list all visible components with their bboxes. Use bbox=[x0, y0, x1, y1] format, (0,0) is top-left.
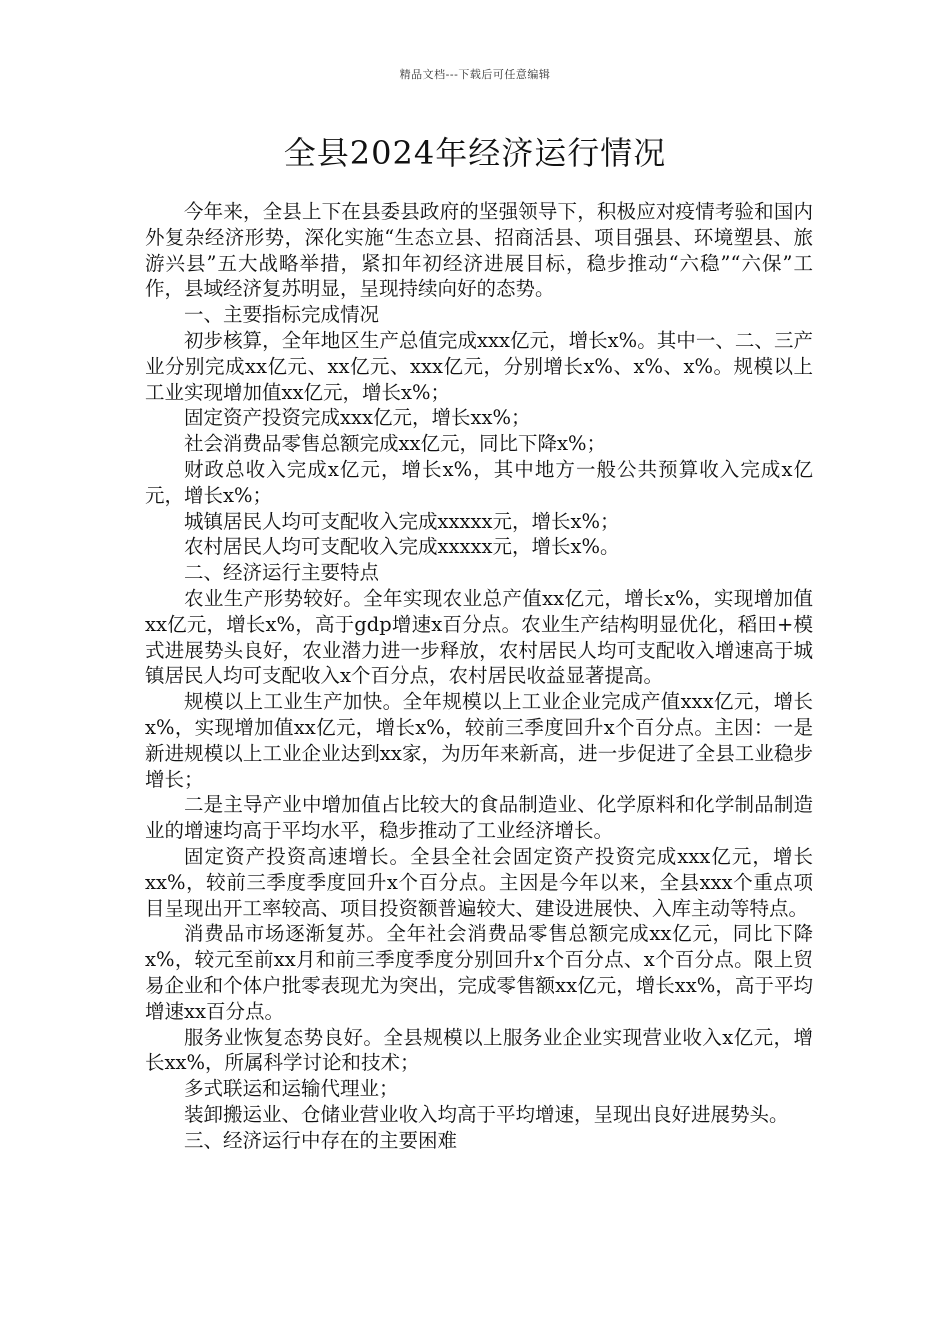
paragraph: 农村居民人均可支配收入完成xxxxx元，增长x%。 bbox=[184, 535, 620, 559]
paragraph: 固定资产投资高速增长。全县全社会固定资产投资完成xxx亿元，增长xx%，较前三季度季度回升x个百分点。主因是今年以来，全县xxx个重点项目呈现出开工率较高、项目投资额普遍较大、建设进展快、入库主动等特点。 bbox=[145, 844, 813, 920]
paragraph: 二是主导产业中增加值占比较大的食品制造业、化学原料和化学制品制造业的增速均高于平均水平，稳步推动了工业经济增长。 bbox=[145, 793, 813, 843]
header-note: 精品文档---下载后可任意编辑 bbox=[399, 68, 551, 81]
section-heading-2: 二、经济运行主要特点 bbox=[184, 561, 380, 585]
section-heading-1: 一、主要指标完成情况 bbox=[184, 303, 380, 327]
paragraph: 财政总收入完成x亿元，增长x%，其中地方一般公共预算收入完成x亿元，增长x%； bbox=[145, 457, 813, 507]
paragraph: 装卸搬运业、仓储业营业收入均高于平均增速，呈现出良好进展势头。 bbox=[184, 1102, 789, 1126]
paragraph: 多式联运和运输代理业； bbox=[184, 1077, 399, 1101]
paragraph: 城镇居民人均可支配收入完成xxxxx元，增长x%； bbox=[184, 509, 620, 533]
paragraph: 消费品市场逐渐复苏。全年社会消费品零售总额完成xx亿元，同比下降x%，较元至前xx月和前三季度季度分别回升x个百分点、x个百分点。限上贸易企业和个体户批零表现尤为突出，完成零售额xx亿元，增长xx%，高于平均增速xx百分点。 bbox=[145, 922, 813, 1023]
paragraph: 规模以上工业生产加快。全年规模以上工业企业完成产值xxx亿元，增长x%，实现增加值xx亿元，增长x%，较前三季度回升x个百分点。主因：一是新进规模以上工业企业达到xx家，为历年来新高，进一步促进了全县工业稳步增长； bbox=[145, 690, 813, 791]
paragraph: 社会消费品零售总额完成xx亿元，同比下降x%； bbox=[184, 432, 607, 456]
document-body bbox=[145, 199, 813, 1153]
paragraph: 固定资产投资完成xxx亿元，增长xx%； bbox=[184, 406, 531, 430]
paragraph: 初步核算，全年地区生产总值完成xxx亿元，增长x%。其中一、二、三产业分别完成xx亿元、xx亿元、xxx亿元，分别增长x%、x%、x%。规模以上工业实现增加值xx亿元，增长x%； bbox=[145, 328, 813, 404]
paragraph-intro: 今年来，全县上下在县委县政府的坚强领导下，积极应对疫情考验和国内外复杂经济形势，深化实施“生态立县、招商活县、项目强县、环境塑县、旅游兴县”五大战略举措，紧扣年初经济进展目标，稳步推动“六稳”“六保”工作，县域经济复苏明显，呈现持续向好的态势。 bbox=[145, 200, 813, 301]
paragraph: 农业生产形势较好。全年实现农业总产值xx亿元，增长x%，实现增加值xx亿元，增长x%，高于gdp增速x百分点。农业生产结构明显优化，稻田+模式进展势头良好，农业潜力进一步释放，农村居民人均可支配收入增速高于城镇居民人均可支配收入x个百分点，农村居民收益显著提高。 bbox=[145, 586, 813, 688]
section-heading-3: 三、经济运行中存在的主要困难 bbox=[184, 1128, 458, 1152]
document-title: 全县2024年经济运行情况 bbox=[283, 134, 667, 172]
paragraph: 服务业恢复态势良好。全县规模以上服务业企业实现营业收入x亿元，增长xx%，所属科学讨论和技术； bbox=[145, 1025, 813, 1075]
